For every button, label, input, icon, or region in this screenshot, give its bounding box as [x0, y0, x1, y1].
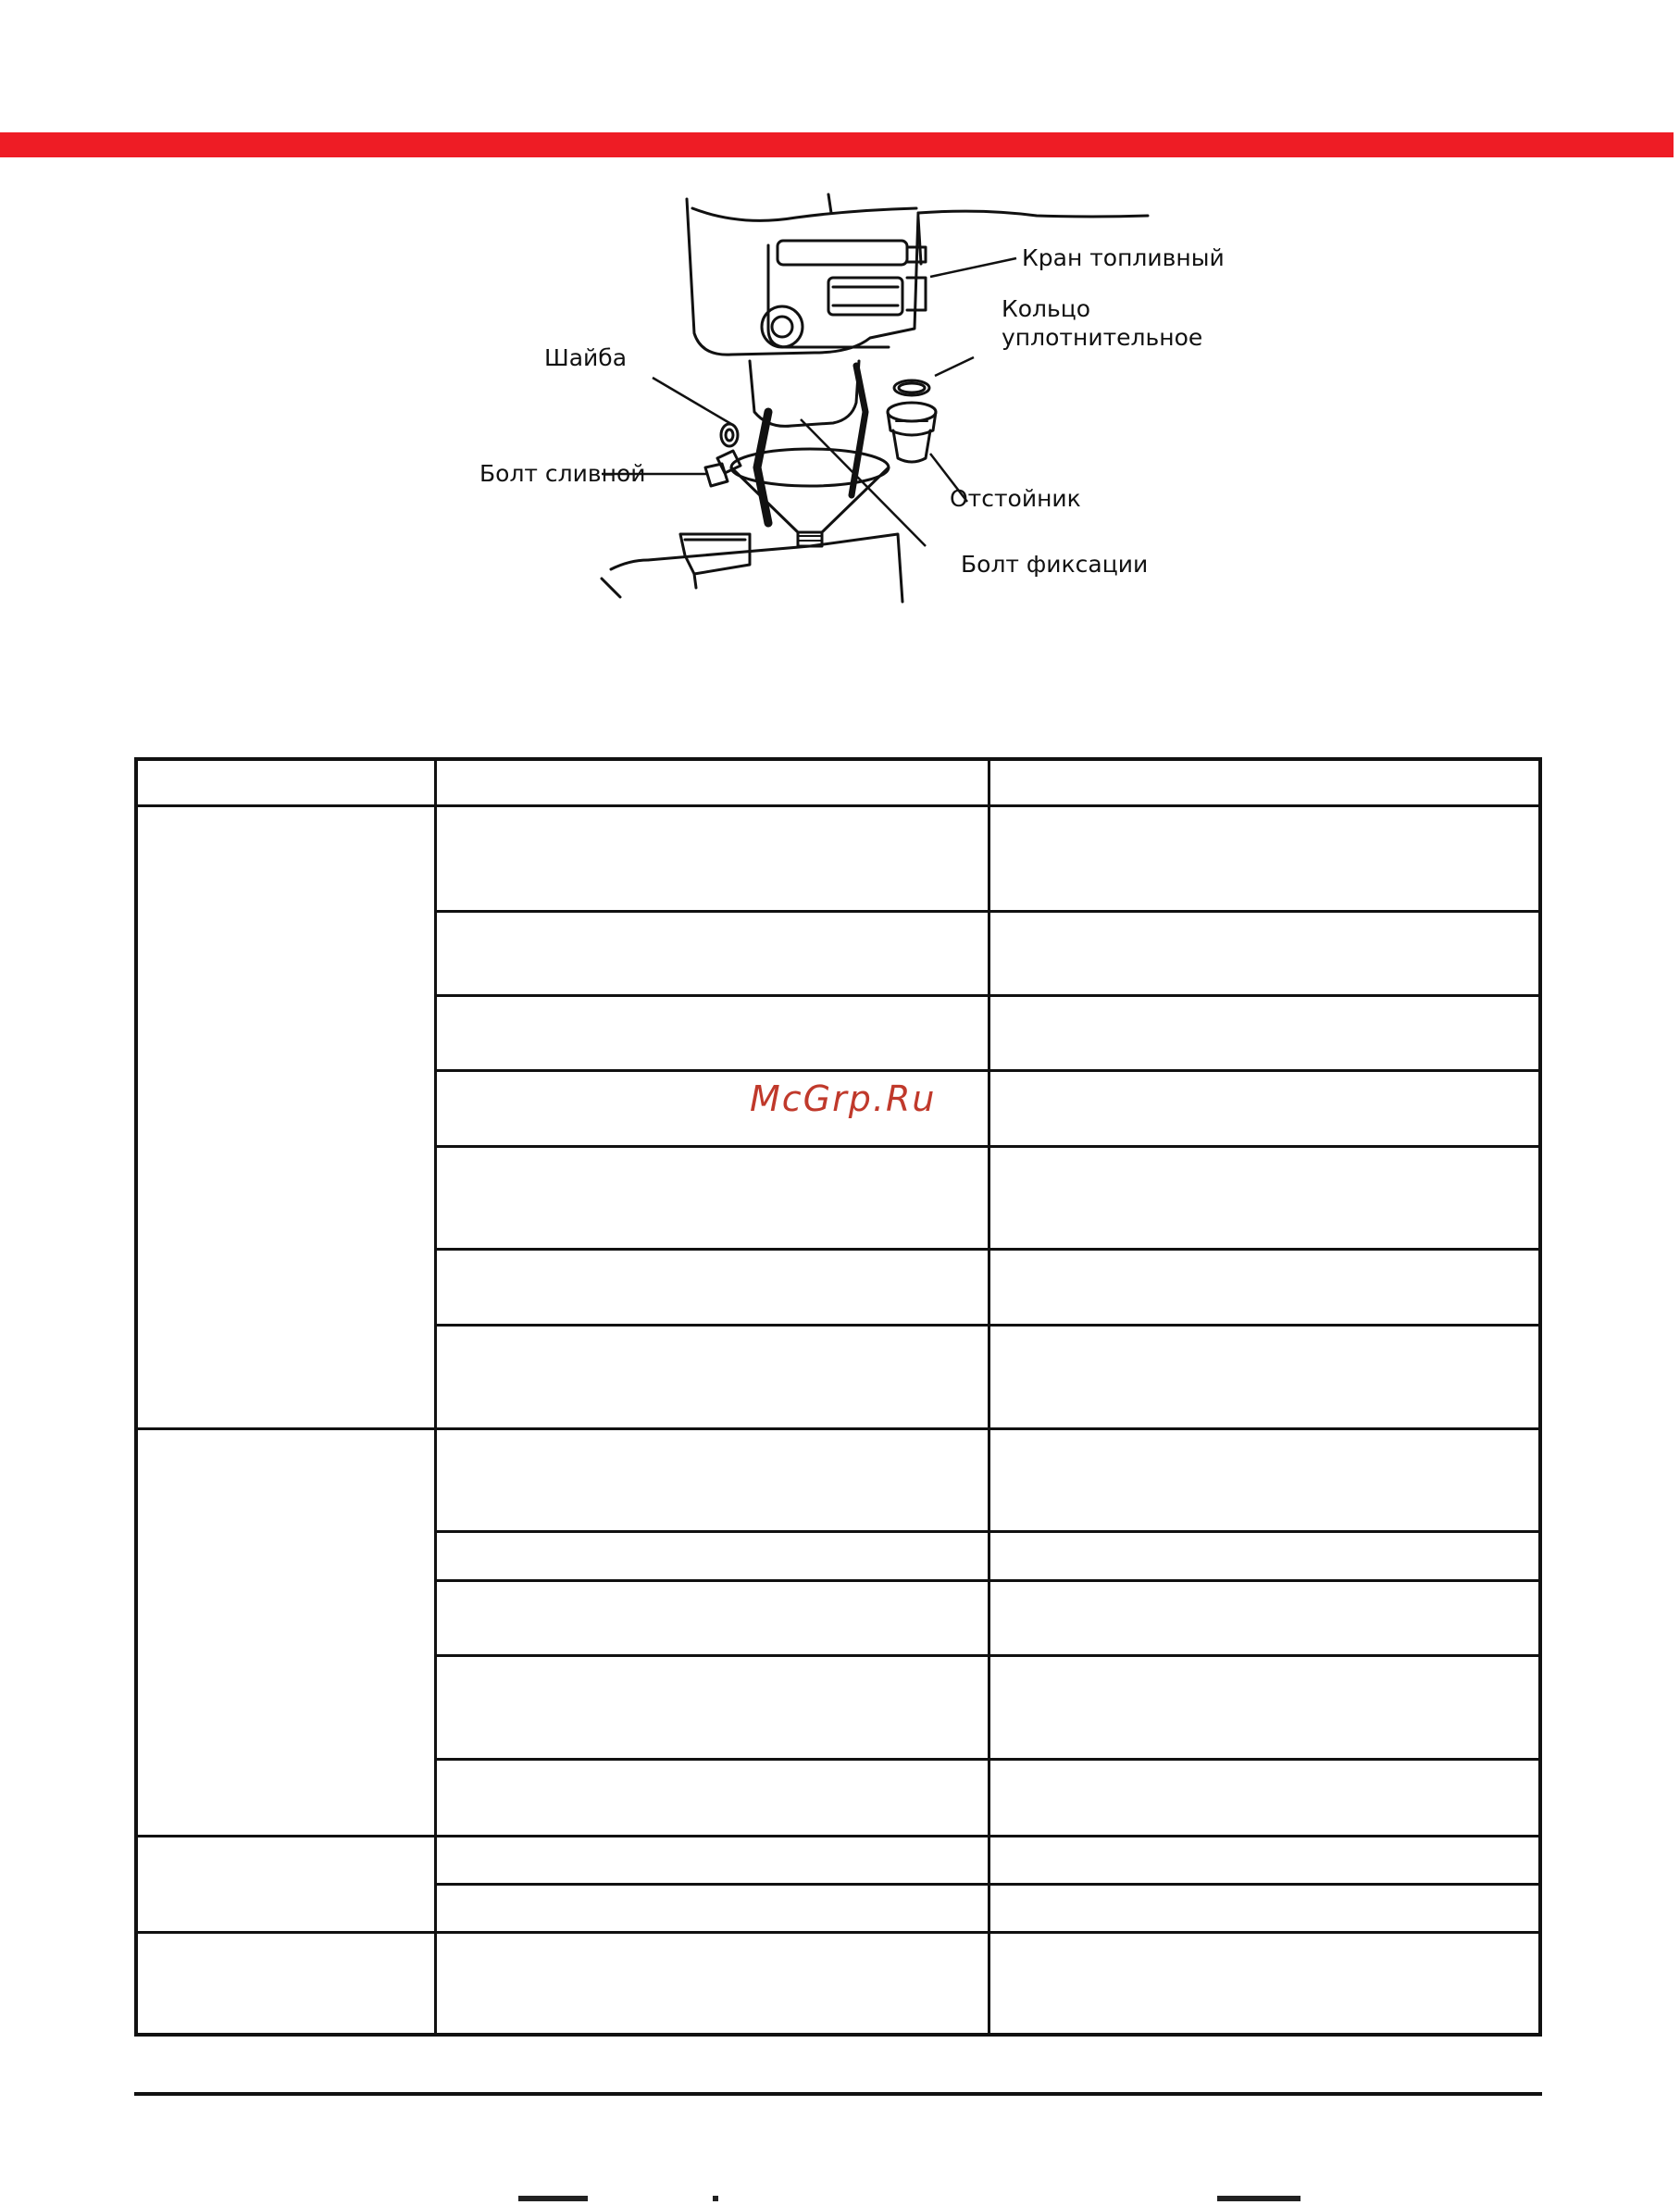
- row-rule: [434, 1654, 1538, 1657]
- row-rule: [434, 1069, 1538, 1072]
- row-rule: [434, 994, 1538, 997]
- scan-artifact: [1217, 2196, 1300, 2201]
- column-divider: [988, 761, 990, 2033]
- group-rule: [138, 1931, 1538, 1934]
- group-rule: [138, 1835, 1538, 1838]
- row-rule: [434, 1248, 1538, 1251]
- watermark-text: McGrp.Ru: [750, 1078, 937, 1119]
- row-rule: [434, 1324, 1538, 1327]
- callout-o-ring-line2: уплотнительное: [1002, 324, 1203, 351]
- scan-artifact: [713, 2196, 718, 2201]
- row-rule: [434, 1579, 1538, 1582]
- header-accent-band: [0, 132, 1674, 157]
- row-rule: [434, 1883, 1538, 1886]
- column-divider: [434, 761, 437, 2033]
- scan-artifact: [518, 2196, 588, 2201]
- maintenance-table: [134, 757, 1542, 2037]
- group-rule: [138, 1427, 1538, 1430]
- callout-fixing-bolt: Болт фиксации: [961, 551, 1149, 578]
- fuel-valve-diagram: [463, 190, 1250, 616]
- callout-washer: Шайба: [544, 344, 628, 371]
- row-rule: [434, 1530, 1538, 1533]
- callout-drain-bolt: Болт сливной: [479, 460, 646, 487]
- header-row-rule: [138, 804, 1538, 807]
- callout-fuel-valve: Кран топливный: [1022, 244, 1225, 271]
- footer-rule: [134, 2092, 1542, 2096]
- callout-sediment-cup: Отстойник: [950, 485, 1081, 512]
- row-rule: [434, 1145, 1538, 1148]
- row-rule: [434, 1758, 1538, 1761]
- callout-o-ring-line1: Кольцо: [1002, 295, 1091, 322]
- row-rule: [434, 910, 1538, 913]
